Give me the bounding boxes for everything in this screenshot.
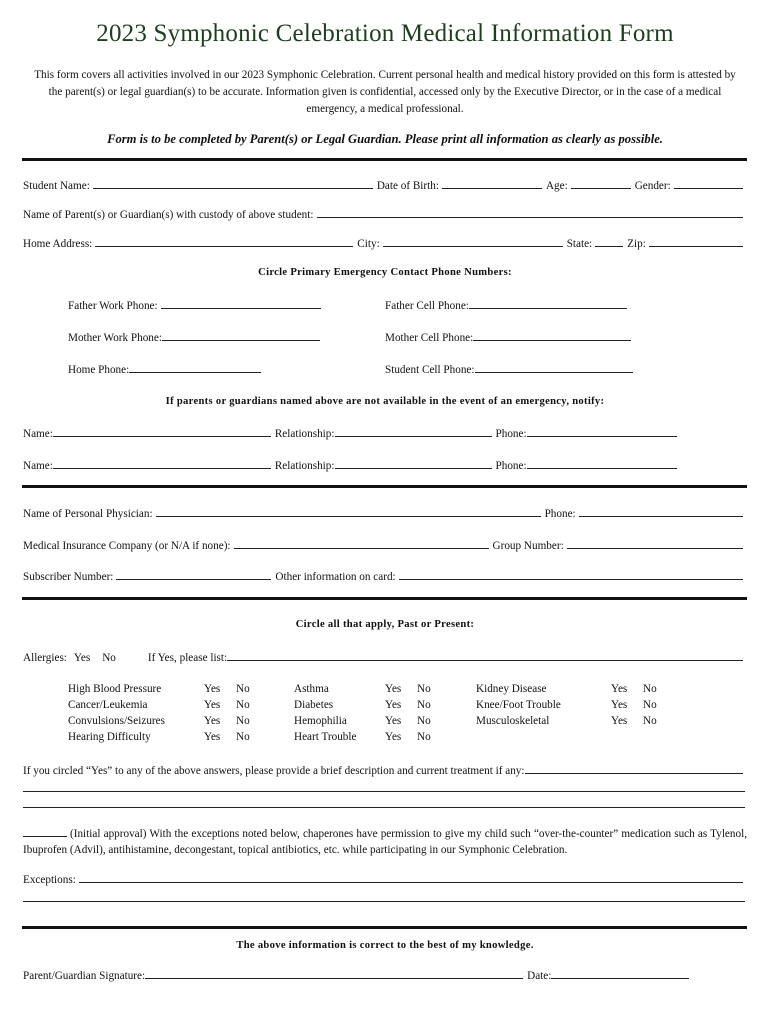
signature-field[interactable] bbox=[145, 968, 523, 979]
zip-field[interactable] bbox=[649, 236, 743, 247]
father-phone-row bbox=[68, 298, 668, 312]
no-options-column-2 bbox=[417, 681, 431, 745]
yes-option[interactable]: Yes bbox=[204, 683, 221, 695]
no-option[interactable]: No bbox=[417, 715, 431, 727]
emergency-relationship-label: Relationship: bbox=[274, 460, 335, 472]
certification-statement: The above information is correct to the best of my knowledge. bbox=[236, 940, 534, 951]
gender-field[interactable] bbox=[674, 178, 743, 189]
emergency-contact-row-2 bbox=[23, 458, 747, 472]
mother-work-field[interactable] bbox=[162, 330, 320, 341]
zip-label: Zip: bbox=[627, 238, 646, 250]
age-field[interactable] bbox=[571, 178, 631, 189]
condition-label: Hemophilia bbox=[294, 715, 347, 727]
insurance-label: Medical Insurance Company (or N/A if none): bbox=[23, 540, 231, 552]
emergency-name-label: Name: bbox=[23, 428, 53, 440]
physician-name-label: Name of Personal Physician: bbox=[23, 508, 153, 520]
allergies-row bbox=[23, 650, 747, 664]
guardian-row bbox=[23, 207, 747, 221]
yes-option[interactable]: Yes bbox=[611, 699, 628, 711]
no-option[interactable]: No bbox=[643, 715, 657, 727]
no-option[interactable]: No bbox=[236, 715, 250, 727]
signature-row bbox=[23, 968, 693, 982]
initials-field[interactable] bbox=[23, 826, 67, 837]
no-option[interactable]: No bbox=[236, 683, 250, 695]
emergency-name-field[interactable] bbox=[53, 426, 271, 437]
mother-cell-field[interactable] bbox=[473, 330, 631, 341]
emergency-phone-label: Phone: bbox=[495, 460, 527, 472]
group-number-label: Group Number: bbox=[492, 540, 564, 552]
description-field[interactable] bbox=[525, 763, 744, 774]
yes-option[interactable]: Yes bbox=[611, 715, 628, 727]
student-cell-label: Student Cell Phone: bbox=[385, 364, 475, 376]
description-line[interactable] bbox=[23, 781, 745, 792]
group-number-field[interactable] bbox=[567, 538, 743, 549]
mother-phone-row bbox=[68, 330, 668, 344]
approval-text: (Initial approval) With the exceptions noted below, chaperones have permission to give my child such “over-the-counter” medication such as Tylenol, Ibuprofen (Advil), antihistamine, decongestant, topical antibiotics, etc. while participating in our Symphonic Celebration. bbox=[23, 828, 747, 856]
father-work-field[interactable] bbox=[161, 298, 321, 309]
physician-row bbox=[23, 506, 747, 520]
dob-field[interactable] bbox=[442, 178, 542, 189]
emergency-relationship-label: Relationship: bbox=[274, 428, 335, 440]
condition-label: Diabetes bbox=[294, 699, 334, 711]
yes-option[interactable]: Yes bbox=[385, 731, 402, 743]
student-cell-field[interactable] bbox=[475, 362, 633, 373]
no-option[interactable]: No bbox=[236, 699, 250, 711]
allergies-label: Allergies: bbox=[23, 652, 67, 664]
student-row bbox=[23, 178, 747, 192]
physician-phone-label: Phone: bbox=[544, 508, 576, 520]
subscriber-field[interactable] bbox=[116, 569, 271, 580]
allergies-list-field[interactable] bbox=[227, 650, 743, 661]
condition-label: Kidney Disease bbox=[476, 683, 547, 695]
allergies-list-label: If Yes, please list: bbox=[147, 652, 228, 664]
address-field[interactable] bbox=[95, 236, 353, 247]
emergency-name-field[interactable] bbox=[53, 458, 271, 469]
yes-option[interactable]: Yes bbox=[385, 699, 402, 711]
condition-label: Convulsions/Seizures bbox=[68, 715, 165, 727]
no-options-column-3 bbox=[643, 681, 657, 729]
description-row bbox=[23, 763, 747, 777]
dob-label: Date of Birth: bbox=[376, 180, 439, 192]
guardian-field[interactable] bbox=[317, 207, 744, 218]
section-divider bbox=[22, 485, 747, 488]
section-divider bbox=[22, 158, 747, 161]
gender-label: Gender: bbox=[634, 180, 671, 192]
yes-option[interactable]: Yes bbox=[204, 699, 221, 711]
condition-label: Cancer/Leukemia bbox=[68, 699, 148, 711]
exceptions-label: Exceptions: bbox=[23, 874, 76, 886]
description-line[interactable] bbox=[23, 797, 745, 808]
student-name-field[interactable] bbox=[93, 178, 373, 189]
no-option[interactable]: No bbox=[417, 731, 431, 743]
mother-cell-label: Mother Cell Phone: bbox=[385, 332, 474, 344]
home-phone-label: Home Phone: bbox=[68, 364, 130, 376]
city-label: City: bbox=[357, 238, 380, 250]
yes-options-column-1 bbox=[204, 681, 220, 745]
yes-options-column-2 bbox=[385, 681, 401, 745]
home-phone-row bbox=[68, 362, 668, 376]
form-instructions: Form is to be completed by Parent(s) or Legal Guardian. Please print all information as clearly as possible. bbox=[107, 132, 663, 146]
no-option[interactable]: No bbox=[417, 699, 431, 711]
exceptions-field[interactable] bbox=[79, 872, 743, 883]
signature-label: Parent/Guardian Signature: bbox=[23, 970, 146, 982]
state-field[interactable] bbox=[595, 236, 623, 247]
allergies-no-option[interactable]: No bbox=[102, 652, 116, 664]
other-info-label: Other information on card: bbox=[275, 571, 396, 583]
emergency-contact-row-1 bbox=[23, 426, 747, 440]
approval-paragraph bbox=[23, 826, 747, 858]
form-intro: This form covers all activities involved in our 2023 Symphonic Celebration. Current personal health and medical history provided on this form is attested by the parent(s) or legal guardian(s) to be accurate. Information given is confidential, accessed only by the Executive Director, or in the case of a medical emergency, a medical professional. bbox=[34, 69, 736, 115]
mother-work-label: Mother Work Phone: bbox=[68, 332, 162, 344]
emergency-phone-field[interactable] bbox=[527, 458, 677, 469]
section-divider bbox=[22, 597, 747, 600]
address-label: Home Address: bbox=[23, 238, 93, 250]
conditions-column-1 bbox=[68, 681, 165, 745]
conditions-column-2 bbox=[294, 681, 356, 745]
age-label: Age: bbox=[545, 180, 568, 192]
form-title: 2023 Symphonic Celebration Medical Information Form bbox=[96, 20, 674, 47]
phones-heading: Circle Primary Emergency Contact Phone Numbers: bbox=[258, 267, 512, 278]
emergency-phone-label: Phone: bbox=[495, 428, 527, 440]
no-option[interactable]: No bbox=[417, 683, 431, 695]
emergency-name-label: Name: bbox=[23, 460, 53, 472]
no-options-column-1 bbox=[236, 681, 250, 745]
condition-label: Musculoskeletal bbox=[476, 715, 550, 727]
insurance-field[interactable] bbox=[234, 538, 489, 549]
no-option[interactable]: No bbox=[643, 683, 657, 695]
yes-option[interactable]: Yes bbox=[385, 683, 402, 695]
yes-option[interactable]: Yes bbox=[611, 683, 628, 695]
condition-label: High Blood Pressure bbox=[68, 683, 162, 695]
insurance-row bbox=[23, 538, 747, 552]
condition-label: Hearing Difficulty bbox=[68, 731, 151, 743]
yes-option[interactable]: Yes bbox=[385, 715, 402, 727]
emergency-heading: If parents or guardians named above are not available in the event of an emergency, notify: bbox=[165, 396, 605, 407]
guardian-label: Name of Parent(s) or Guardian(s) with custody of above student: bbox=[23, 209, 314, 221]
yes-option[interactable]: Yes bbox=[204, 731, 221, 743]
father-cell-field[interactable] bbox=[469, 298, 627, 309]
other-info-field[interactable] bbox=[399, 569, 743, 580]
address-row bbox=[23, 236, 747, 250]
city-field[interactable] bbox=[383, 236, 563, 247]
section-divider bbox=[22, 926, 747, 929]
father-work-label: Father Work Phone: bbox=[68, 300, 158, 312]
emergency-phone-field[interactable] bbox=[527, 426, 677, 437]
exceptions-line[interactable] bbox=[23, 891, 745, 902]
description-label: If you circled “Yes” to any of the above answers, please provide a brief description and current treatment if any: bbox=[23, 765, 525, 777]
conditions-heading: Circle all that apply, Past or Present: bbox=[295, 619, 475, 630]
condition-label: Knee/Foot Trouble bbox=[476, 699, 561, 711]
emergency-relationship-field[interactable] bbox=[335, 458, 492, 469]
date-field[interactable] bbox=[551, 968, 689, 979]
father-cell-label: Father Cell Phone: bbox=[385, 300, 469, 312]
date-label: Date: bbox=[527, 970, 552, 982]
emergency-relationship-field[interactable] bbox=[335, 426, 492, 437]
physician-name-field[interactable] bbox=[156, 506, 541, 517]
yes-option[interactable]: Yes bbox=[204, 715, 221, 727]
state-label: State: bbox=[566, 238, 593, 250]
home-phone-field[interactable] bbox=[129, 362, 261, 373]
physician-phone-field[interactable] bbox=[579, 506, 743, 517]
subscriber-row bbox=[23, 569, 747, 583]
yes-options-column-3 bbox=[611, 681, 627, 729]
condition-label: Asthma bbox=[294, 683, 329, 695]
condition-label: Heart Trouble bbox=[294, 731, 357, 743]
subscriber-label: Subscriber Number: bbox=[23, 571, 114, 583]
no-option[interactable]: No bbox=[236, 731, 250, 743]
exceptions-row bbox=[23, 872, 747, 886]
allergies-yes-option[interactable]: Yes bbox=[73, 652, 91, 664]
no-option[interactable]: No bbox=[643, 699, 657, 711]
conditions-column-3 bbox=[476, 681, 561, 729]
student-name-label: Student Name: bbox=[23, 180, 90, 192]
